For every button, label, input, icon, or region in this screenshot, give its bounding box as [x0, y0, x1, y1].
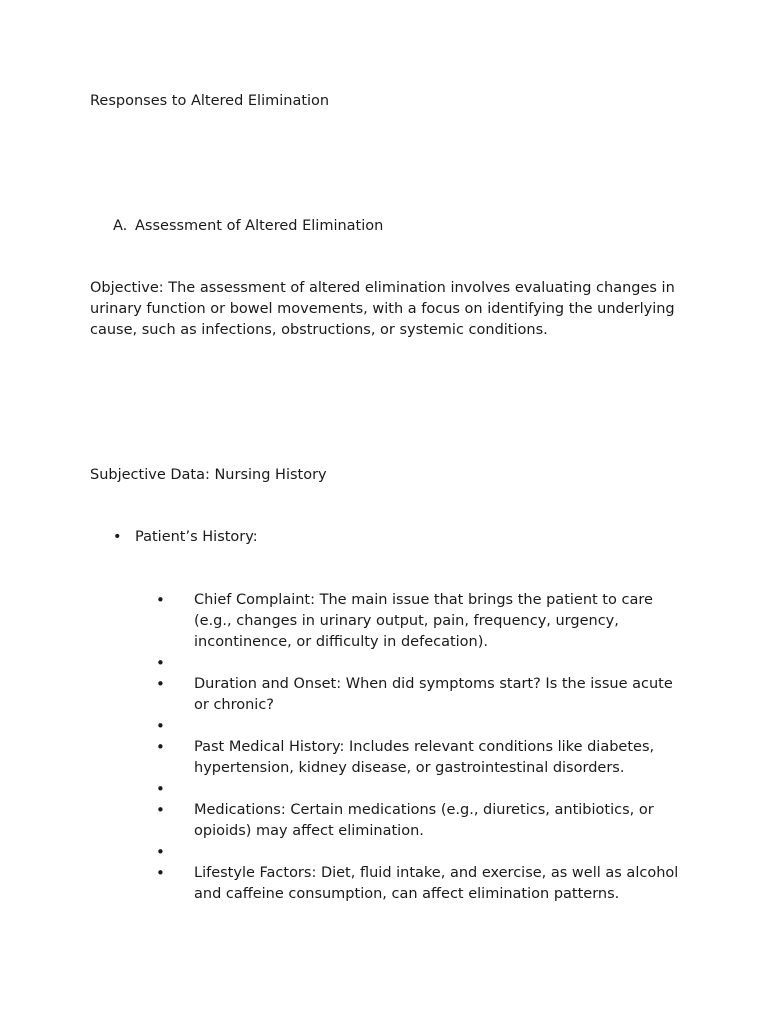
list-item-empty	[150, 842, 680, 863]
list-item-text: Past Medical History: Includes relevant conditions like diabetes, hypertension, kidney disease, or gastrointestinal disorders.	[194, 739, 655, 776]
list-item-duration-onset	[150, 674, 680, 716]
bullet-icon: •	[156, 717, 165, 735]
bullet-icon: •	[156, 591, 165, 609]
subjective-data-heading: Subjective Data: Nursing History	[90, 467, 327, 483]
bullet-icon: •	[156, 675, 165, 693]
list-item-text: Duration and Onset: When did symptoms start? Is the issue acute or chronic?	[194, 676, 673, 713]
section-a-marker: A.	[113, 218, 128, 234]
bullet-icon: •	[156, 843, 165, 861]
patient-history-item	[113, 527, 258, 548]
list-item-text: Lifestyle Factors: Diet, fluid intake, and exercise, as well as alcohol and caffeine consumption, can affect elimination patterns.	[194, 865, 679, 902]
list-item-empty	[150, 653, 680, 674]
list-item-empty	[150, 779, 680, 800]
list-item-text: Chief Complaint: The main issue that brings the patient to care (e.g., changes in urinary output, pain, frequency, urgency, incontinence, or difficulty in defecation).	[194, 592, 653, 650]
bullet-icon: •	[113, 529, 122, 545]
document-title: Responses to Altered Elimination	[90, 93, 330, 109]
patient-history-label: Patient’s History:	[135, 529, 258, 545]
objective-paragraph: Objective: The assessment of altered elimination involves evaluating changes in urinary function or bowel movements, with a focus on identifying the underlying cause, such as infections, obstructions, or systemic conditions.	[90, 280, 675, 338]
bullet-icon: •	[156, 654, 165, 672]
section-a-heading-text: Assessment of Altered Elimination	[135, 218, 384, 234]
list-item-lifestyle-factors	[150, 863, 680, 905]
section-a-heading	[113, 216, 383, 237]
list-item-medications	[150, 800, 680, 842]
history-detail-list	[150, 590, 680, 905]
bullet-icon: •	[156, 780, 165, 798]
list-item-empty	[150, 716, 680, 737]
list-item-text: Medications: Certain medications (e.g., diuretics, antibiotics, or opioids) may affect elimination.	[194, 802, 654, 839]
bullet-icon: •	[156, 801, 165, 819]
bullet-icon: •	[156, 864, 165, 882]
list-item-chief-complaint	[150, 590, 680, 653]
bullet-icon: •	[156, 738, 165, 756]
list-item-past-medical-history	[150, 737, 680, 779]
